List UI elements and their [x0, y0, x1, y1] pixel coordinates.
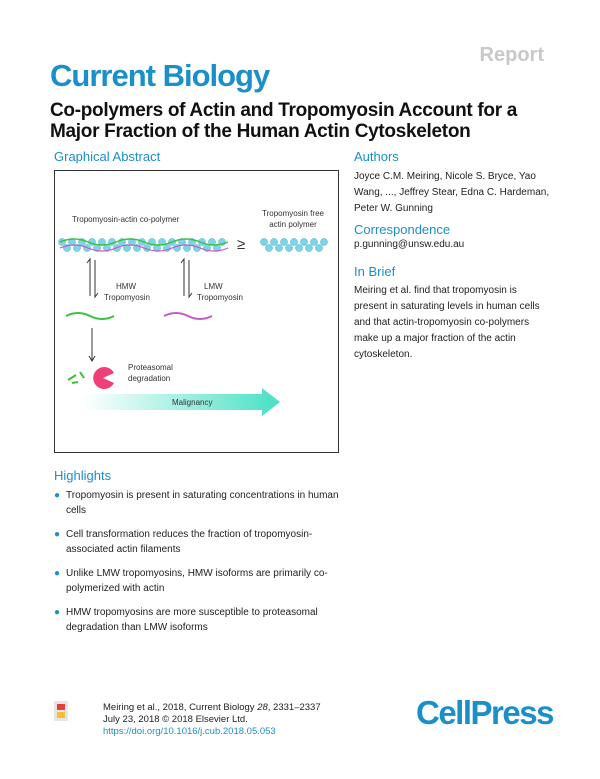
- degraded-fragments: [68, 372, 84, 383]
- free-actin-filament: [260, 238, 327, 251]
- actin-bead: [310, 238, 317, 245]
- highlights-list: [54, 488, 344, 644]
- actin-bead: [285, 244, 292, 251]
- citation-volume: 28: [257, 702, 268, 713]
- article-title: Co-polymers of Actin and Tropomyosin Account for a Major Fraction of the Human Actin Cytoskeleton: [50, 100, 518, 142]
- lmw-label-line1: LMW: [204, 282, 223, 291]
- graphical-abstract-heading: Graphical Abstract: [54, 149, 161, 164]
- copolymer-label: Tropomyosin-actin co-polymer: [72, 215, 180, 224]
- relation-symbol: ≥: [237, 236, 246, 253]
- citation-pages: , 2331–2337: [267, 702, 321, 713]
- lmw-equilibrium-arrows: [181, 259, 192, 297]
- actin-bead: [300, 238, 307, 245]
- cellpress-logo: CellPress: [416, 694, 553, 731]
- proteasome-shape: [93, 367, 114, 389]
- lmw-label-line2: Tropomyosin: [197, 293, 243, 302]
- correspondence-email[interactable]: p.gunning@unsw.edu.au: [354, 239, 465, 250]
- citation-date: July 23, 2018 © 2018 Elsevier Ltd.: [103, 714, 248, 725]
- actin-bead: [270, 238, 277, 245]
- hmw-tropomyosin-strand: [66, 313, 114, 319]
- copolymer-filament: [58, 238, 228, 251]
- authors-heading: Authors: [354, 149, 399, 164]
- bullet-icon: ●: [54, 568, 61, 579]
- highlight-item: ● HMW tropomyosins are more susceptible to proteasomal degradation than LMW isoforms: [54, 607, 318, 633]
- actin-bead: [260, 238, 267, 245]
- free-actin-label-line1: Tropomyosin free: [262, 209, 324, 218]
- report-label: Report: [479, 44, 544, 66]
- degradation-label-line2: degradation: [128, 374, 171, 383]
- malignancy-label: Malignancy: [172, 398, 213, 407]
- actin-bead: [290, 238, 297, 245]
- lmw-tropomyosin-strand: [164, 313, 212, 319]
- citation-prefix: Meiring et al., 2018, Current Biology: [103, 702, 258, 713]
- correspondence-heading: Correspondence: [354, 222, 451, 237]
- actin-bead: [275, 244, 282, 251]
- in-brief-heading: In Brief: [354, 264, 396, 279]
- bullet-icon: ●: [54, 607, 61, 618]
- bullet-icon: ●: [54, 529, 61, 540]
- highlight-item: ● Tropomyosin is present in saturating concentrations in human cells: [54, 490, 339, 516]
- in-brief-text: Meiring et al. find that tropomyosin is present in saturating levels in human cells and that actin-tropomyosin co-polymers make up a major fraction of the actin cytoskeleton.: [354, 285, 540, 360]
- authors-list: Joyce C.M. Meiring, Nicole S. Bryce, Yao Wang, ..., Jeffrey Stear, Edna C. Hardeman, Peter W. Gunning: [354, 171, 550, 214]
- actin-bead: [315, 244, 322, 251]
- actin-bead: [295, 244, 302, 251]
- actin-bead: [265, 244, 272, 251]
- crossmark-icon[interactable]: [54, 701, 68, 721]
- actin-bead: [320, 238, 327, 245]
- actin-bead: [305, 244, 312, 251]
- free-actin-label-line2: actin polymer: [269, 220, 317, 229]
- hmw-equilibrium-arrows: [87, 259, 98, 297]
- degradation-arrow: [89, 328, 95, 361]
- hmw-label-line1: HMW: [116, 282, 136, 291]
- degradation-label-line1: Proteasomal: [128, 363, 173, 372]
- citation-block: [103, 702, 321, 738]
- actin-bead: [280, 238, 287, 245]
- doi-link[interactable]: https://doi.org/10.1016/j.cub.2018.05.053: [103, 726, 276, 737]
- journal-name: Current Biology: [50, 58, 270, 93]
- actin-bead: [58, 238, 65, 245]
- highlight-item: ● Unlike LMW tropomyosins, HMW isoforms are primarily co-polymerized with actin: [54, 568, 328, 594]
- bullet-icon: ●: [54, 490, 61, 501]
- graphical-abstract-figure: [54, 170, 339, 453]
- highlights-heading: Highlights: [54, 468, 112, 483]
- highlight-item: ● Cell transformation reduces the fraction of tropomyosin-associated actin filaments: [54, 529, 313, 555]
- hmw-label-line2: Tropomyosin: [104, 293, 150, 302]
